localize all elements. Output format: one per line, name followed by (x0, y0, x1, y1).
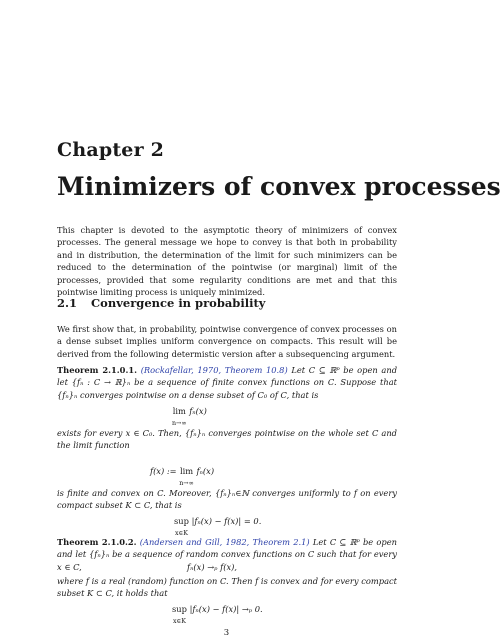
eq1-lim: lim (172, 406, 186, 416)
theorem-1-statement (57, 364, 397, 401)
eq2-lhs: f(x) := (150, 466, 180, 476)
eq2-sub: n→∞ (179, 480, 194, 487)
section-heading (57, 296, 265, 310)
eq2-lim: lim (179, 466, 194, 476)
page-number: 3 (223, 628, 230, 638)
t2-eq2-sub: x∈K (173, 618, 186, 625)
section-paragraph: We first show that, in probability, pointwise convergence of convex processes on a dense subset implies uniform convergence on compacts. This result will be derived from the following determistic version after a subsequencing argument. (57, 324, 397, 359)
theorem-2-label: Theorem 2.1.0.2. (57, 537, 137, 547)
theorem-2-text-1: Let C ⊆ ℝᵖ be open and let {fₙ}ₙ be a sequence of random convex functions on C such that for every x ∈ C, (57, 537, 397, 572)
theorem-1-equation-1 (172, 406, 207, 429)
chapter-title: Minimizers of convex processes (57, 172, 501, 201)
chapter-label: Chapter 2 (57, 139, 165, 161)
theorem-1-text-1: Let C ⊆ ℝᵖ be open and let {fₙ : C → ℝ}ₙ be a sequence of finite convex functions on C. Suppose that {fₙ}ₙ converges pointwise on a dense subset of C₀ of C, that is (57, 365, 398, 400)
theorem-1-equation-2 (150, 466, 214, 489)
theorem-2-text-2: where f is a real (random) function on C. Then f is convex and for every compact subset K ⊂ C, it holds that (57, 576, 397, 599)
theorem-1-label: Theorem 2.1.0.1. (57, 365, 138, 375)
eq1-sub: n→∞ (172, 420, 187, 427)
theorem-1-text-2: exists for every x ∈ C₀. Then, {fₙ}ₙ converges pointwise on the whole set C and the limit function (57, 428, 397, 451)
theorem-1-text-3: is finite and convex on C. Moreover, {fₙ}ₙ∈ℕ converges uniformly to f on every compact subset K ⊂ C, that is (57, 488, 397, 511)
eq1-rest: fₙ(x) (189, 406, 207, 416)
theorem-2-citation-link[interactable]: (Andersen and Gill, 1982, Theorem 2.1) (139, 537, 310, 547)
theorem-1-citation-link[interactable]: (Rockafellar, 1970, Theorem 10.8) (140, 365, 288, 375)
eq3-rest: |fₙ(x) − f(x)| = 0. (191, 516, 262, 526)
t2-eq2-rest: |fₙ(x) − f(x)| →ₚ 0. (189, 604, 263, 614)
eq3-sub: x∈K (175, 530, 188, 537)
eq2-rest: fₙ(x) (196, 466, 215, 476)
t2-eq2-sup: sup (172, 604, 187, 614)
intro-paragraph: This chapter is devoted to the asymptotic theory of minimizers of convex processes. The general message we hope to convey is that both in probability and in distribution, the determination of the limit for such minimizers can be reduced to the determination of the pointwise (or marginal) limit of the processes, provided that some regularity conditions are met and that this pointwise limiting process is uniquely minimized. (57, 225, 397, 298)
theorem-2-equation-1: fₙ(x) →ₚ f(x), (187, 562, 237, 572)
theorem-2-equation-2 (172, 604, 263, 627)
section-number: 2.1 (57, 296, 78, 310)
eq3-sup: sup (174, 516, 189, 526)
section-title: Convergence in probability (91, 296, 266, 310)
